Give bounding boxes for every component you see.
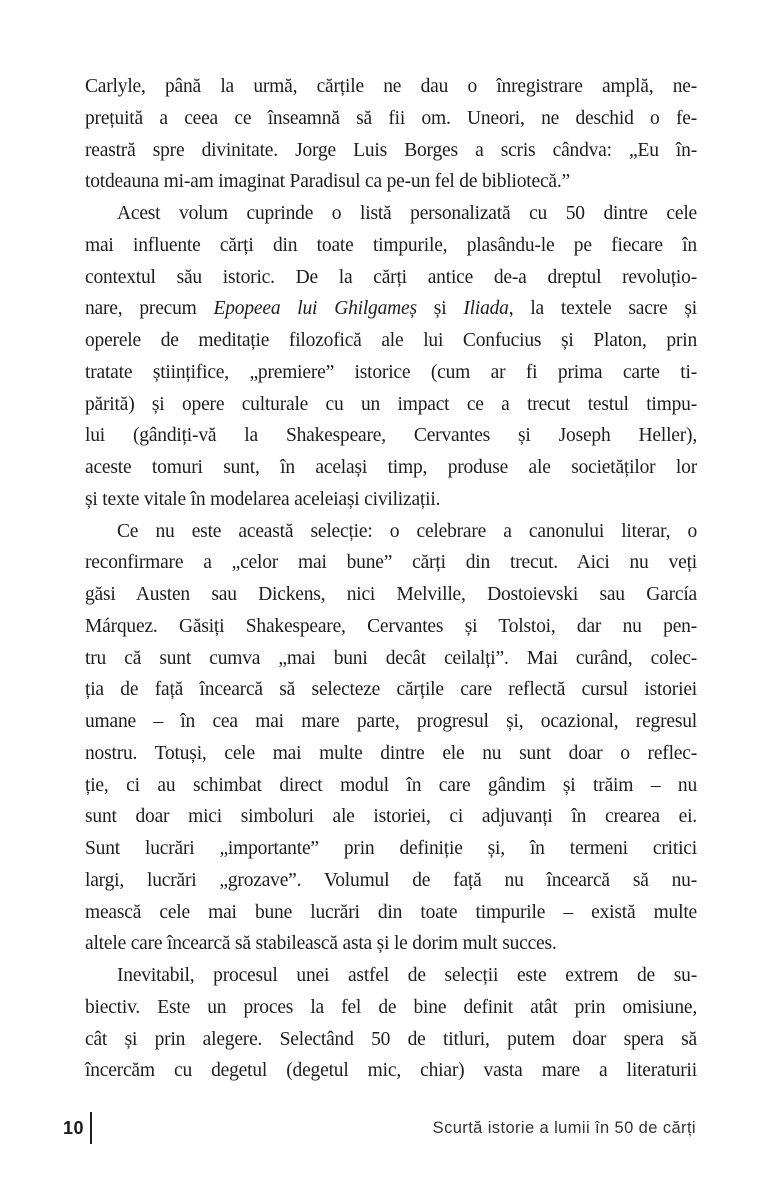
text-line: și texte vitale în modelarea aceleiași civilizații.	[85, 488, 441, 510]
text-line: nostru. Totuși, cele mai multe dintre ele nu sunt doar o reflec-	[85, 742, 697, 764]
paragraph	[85, 198, 697, 516]
text-line: umane – în cea mai mare parte, progresul și, ocazional, regresul	[85, 711, 697, 732]
page-body	[85, 71, 697, 1087]
text-line: Inevitabil, procesul unei astfel de selecții este extrem de su-	[117, 965, 697, 986]
text-line: mai influente cărți din toate timpurile, plasându-le pe fiecare în	[85, 234, 697, 256]
page-footer	[63, 1110, 696, 1146]
text-line: contextul său istoric. De la cărți antice de-a dreptul revoluțio-	[85, 266, 697, 288]
paragraph	[85, 516, 697, 961]
paragraph	[85, 71, 697, 198]
text-line: Márquez. Găsiți Shakespeare, Cervantes și Tolstoi, dar nu pen-	[85, 615, 697, 637]
text-line: tratate științifice, „premiere” istorice (cum ar fi prima carte ti-	[85, 361, 697, 383]
text-line: ția de față încearcă să selecteze cărțile care reflectă cursul istoriei	[85, 679, 697, 701]
text-line: operele de meditație filozofică ale lui Confucius și Platon, prin	[85, 330, 697, 351]
running-title: Scurtă istorie a lumii în 50 de cărți	[432, 1118, 696, 1137]
text-line: cât și prin alegere. Selectând 50 de titluri, putem doar spera să	[85, 1028, 697, 1050]
text-line: Sunt lucrări „importante” prin definiție și, în termeni critici	[85, 838, 697, 859]
text-line: aceste tomuri sunt, în același timp, produse ale societăților lor	[85, 457, 697, 478]
text-line: reastră spre divinitate. Jorge Luis Borges a scris cândva: „Eu în-	[85, 139, 697, 161]
text-line: totdeauna mi-am imaginat Paradisul ca pe-un fel de bibliotecă.”	[85, 171, 571, 193]
text-line: găsi Austen sau Dickens, nici Melville, Dostoievski sau García	[85, 584, 697, 605]
text-line: mească cele mai bune lucrări din toate timpurile – există multe	[85, 901, 697, 923]
text-line: sunt doar mici simboluri ale istoriei, ci adjuvanți în crearea ei.	[85, 806, 697, 828]
text-line: altele care încearcă să stabilească asta și le dorim mult succes.	[85, 933, 557, 955]
page-number-block	[63, 1112, 92, 1144]
text-line: ție, ci au schimbat direct modul în care gândim și trăim – nu	[85, 774, 697, 796]
page-number: 10	[63, 1117, 85, 1138]
text-line: Carlyle, până la urmă, cărțile ne dau o înregistrare amplă, ne-	[85, 76, 697, 97]
paragraph	[85, 960, 697, 1087]
text-line: lui (gândiți-vă la Shakespeare, Cervantes și Joseph Heller),	[85, 425, 697, 447]
text-line: biectiv. Este un proces la fel de bine definit atât prin omisiune,	[85, 996, 697, 1018]
text-line: încercăm cu degetul (degetul mic, chiar) vasta mare a literaturii	[85, 1060, 697, 1082]
text-line: părită) și opere culturale cu un impact ce a trecut testul timpu-	[85, 393, 697, 415]
text-line: Ce nu este această selecție: o celebrare a canonului literar, o	[117, 520, 697, 542]
text-line: nare, precum Epopeea lui Ghilgameș și Iliada, la textele sacre și	[85, 298, 697, 320]
text-line: tru că sunt cumva „mai buni decât ceilalți”. Mai curând, colec-	[85, 647, 697, 669]
text-line: reconfirmare a „celor mai bune” cărți din trecut. Aici nu veți	[85, 552, 697, 574]
text-line: largi, lucrări „grozave”. Volumul de față nu încearcă să nu-	[85, 869, 697, 891]
footer-divider	[90, 1112, 92, 1144]
text-line: Acest volum cuprinde o listă personalizată cu 50 dintre cele	[117, 203, 697, 224]
text-line: prețuită a ceea ce înseamnă să fii om. Uneori, ne deschid o fe-	[85, 107, 697, 129]
